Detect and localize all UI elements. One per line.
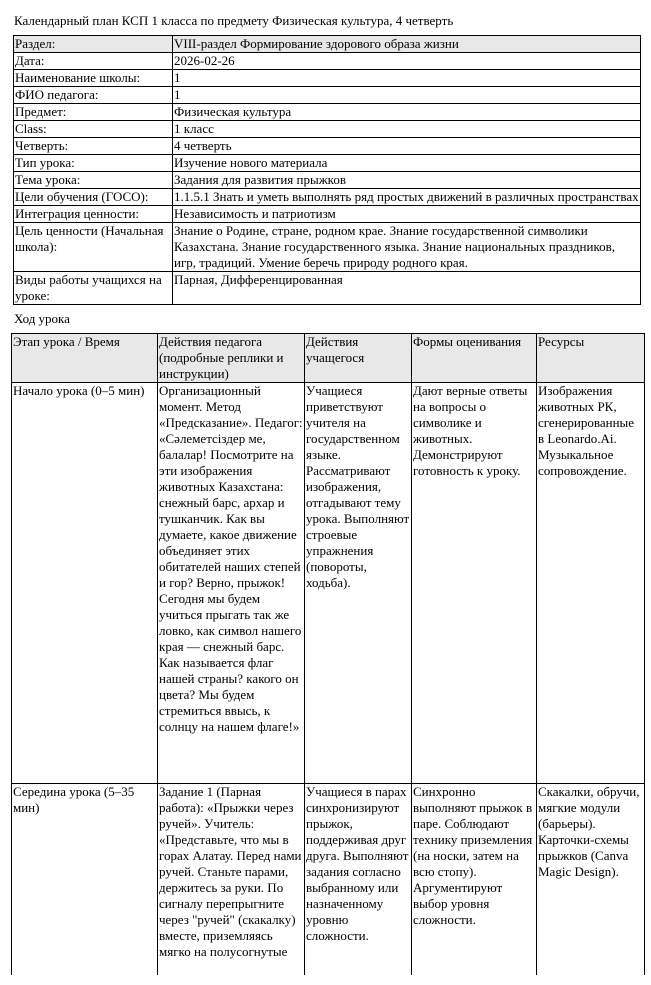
info-value: 1 класс <box>173 121 641 138</box>
lesson-plan-table <box>11 333 645 978</box>
info-key: Цель ценности (Начальная школа): <box>14 223 173 272</box>
section-label: Ход урока <box>14 311 70 326</box>
cell-student: Учащиеся в парах синхронизируют прыжок, поддерживая друг друга. Выполняют задания согласно выбранному или назначенному уровню сложности. <box>305 784 412 978</box>
info-value: 1 <box>173 70 641 87</box>
info-key: Интеграция ценности: <box>14 206 173 223</box>
page-bottom-mask <box>0 975 651 985</box>
info-value: Изучение нового материала <box>173 155 641 172</box>
header-teacher: Действия педагога (подробные реплики и инструкции) <box>158 334 305 383</box>
document-title: Календарный план КСП 1 класса по предмету Физическая культура, 4 четверть <box>14 13 454 28</box>
plan-header-row <box>12 334 645 383</box>
info-key: Class: <box>14 121 173 138</box>
cell-teacher: Задание 1 (Парная работа): «Прыжки через ручей». Учитель: «Представьте, что мы в горах Алатау. Перед нами ручей. Станьте парами, держитесь за руки. По сигналу перепрыгните через "ручей" (скакалку) вместе, приземляясь мягко на полусогнутые <box>158 784 305 978</box>
cell-assessment: Дают верные ответы на вопросы о символике и животных. Демонстрируют готовность к уроку. <box>412 383 537 784</box>
cell-stage: Начало урока (0–5 мин) <box>12 383 158 784</box>
info-key: Тема урока: <box>14 172 173 189</box>
info-key: Предмет: <box>14 104 173 121</box>
info-value: VIII-раздел Формирование здорового образа жизни <box>173 36 641 53</box>
cell-teacher: Организационный момент. Метод «Предсказание». Педагог: «Сәлеметсіздер ме, балалар! Посмотрите на эти изображения животных Казахстана: снежный барс, архар и тушканчик. Как вы думаете, какое движение объединяет этих обитателей наших степей и гор? Верно, прыжок! Сегодня мы будем учиться прыгать так же ловко, как символ нашего края — снежный барс. Как называется флаг нашей страны? какого он цвета? Мы будем стремиться ввысь, к солнцу на нашем флаге!» <box>158 383 305 784</box>
cell-resources: Скакалки, обручи, мягкие модули (барьеры). Карточки-схемы прыжков (Canva Magic Design). <box>537 784 645 978</box>
info-row <box>14 87 641 104</box>
info-row <box>14 206 641 223</box>
header-resources: Ресурсы <box>537 334 645 383</box>
header-student: Действия учащегося <box>305 334 412 383</box>
info-row <box>14 138 641 155</box>
cell-student: Учащиеся приветствуют учителя на государственном языке. Рассматривают изображения, отгадывают тему урока. Выполняют строевые упражнения (повороты, ходьба). <box>305 383 412 784</box>
info-key: Дата: <box>14 53 173 70</box>
info-row <box>14 272 641 305</box>
info-key: Тип урока: <box>14 155 173 172</box>
info-value: Задания для развития прыжков <box>173 172 641 189</box>
header-assessment: Формы оценивания <box>412 334 537 383</box>
info-row <box>14 155 641 172</box>
header-stage: Этап урока / Время <box>12 334 158 383</box>
info-value: 4 четверть <box>173 138 641 155</box>
info-key: Цели обучения (ГОСО): <box>14 189 173 206</box>
table-row <box>12 383 645 784</box>
info-key: Четверть: <box>14 138 173 155</box>
info-row <box>14 36 641 53</box>
info-key: ФИО педагога: <box>14 87 173 104</box>
cell-stage: Середина урока (5–35 мин) <box>12 784 158 978</box>
info-value: Парная, Дифференцированная <box>173 272 641 305</box>
info-row <box>14 189 641 206</box>
info-value: 2026-02-26 <box>173 53 641 70</box>
info-key: Виды работы учащихся на уроке: <box>14 272 173 305</box>
info-row <box>14 172 641 189</box>
lesson-info-table <box>13 35 641 305</box>
info-key: Раздел: <box>14 36 173 53</box>
info-value: Физическая культура <box>173 104 641 121</box>
info-value: Знание о Родине, стране, родном крае. Знание государственной символики Казахстана. Знание государственного языка. Знание национальных праздников, игр, традиций. Умение беречь природу родного края. <box>173 223 641 272</box>
info-row <box>14 70 641 87</box>
info-key: Наименование школы: <box>14 70 173 87</box>
table-row <box>12 784 645 978</box>
info-row <box>14 121 641 138</box>
cell-resources: Изображения животных РК, сгенерированные в Leonardo.Ai. Музыкальное сопровождение. <box>537 383 645 784</box>
info-row <box>14 53 641 70</box>
info-value: Независимость и патриотизм <box>173 206 641 223</box>
cell-assessment: Синхронно выполняют прыжок в паре. Соблюдают технику приземления (на носки, затем на всю стопу). Аргументируют выбор уровня сложности. <box>412 784 537 978</box>
info-value: 1.1.5.1 Знать и уметь выполнять ряд простых движений в различных пространствах <box>174 189 639 204</box>
info-value: 1 <box>173 87 641 104</box>
info-row <box>14 223 641 272</box>
info-row <box>14 104 641 121</box>
